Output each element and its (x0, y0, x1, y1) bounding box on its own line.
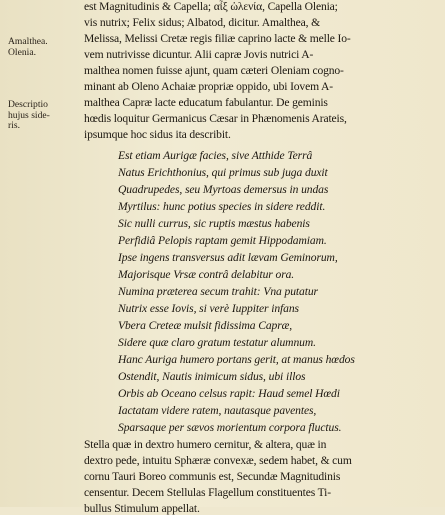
verse-line: Vbera Creteæ mulsit fidissima Capræ, (118, 319, 293, 332)
prose-line: vis nutrix; Felix sidus; Albatod, dicitur. Amalthea, & (84, 16, 321, 29)
verse-line: Perfidiâ Pelopis raptam gemit Hippodamiam. (118, 234, 327, 247)
margin-note-amalthea (8, 37, 80, 58)
prose-line: hœdis loquitur Germanicus Cæsar in Phænomenis Arateis, (84, 112, 347, 125)
verse-line: Ostendit, Nautis inimicum sidus, ubi illos (118, 370, 306, 383)
margin-note-line: ris. (8, 120, 20, 132)
verse-line: Numina præterea secum trahit: Vna putatur (118, 285, 318, 298)
verse-line: Est etiam Aurigæ facies, sive Atthide Terrâ (118, 149, 313, 162)
prose-line: ipsumque hoc sidus ita describit. (84, 128, 231, 141)
verse-line: Hanc Auriga humero portans gerit, at manus hœdos (118, 353, 355, 366)
prose-line: est Magnitudinis & Capella; αἶξ ὠλενία, Capella Olenia; (84, 0, 338, 13)
margin-note-line: Descriptio (8, 99, 48, 110)
verse-line: Quadrupedes, seu Myrtoas demersus in undas (118, 183, 329, 196)
margin-note-descriptio (8, 100, 80, 132)
verse-line: Sic nulli currus, sic ruptis mæstus habenis (118, 217, 310, 230)
margin-note-line: hujus side- (8, 109, 50, 121)
margin-note-line: Olenia. (8, 46, 36, 58)
margin-gutter (0, 0, 82, 507)
prose-line: Stella quæ in dextro humero cernitur, & altera, quæ in (84, 438, 327, 451)
verse-line: Natus Erichthonius, qui primus sub juga duxit (118, 166, 328, 179)
verse-line: Sparsaque per sævos morientum corpora fluctus. (118, 421, 342, 434)
verse-line: Majorisque Vrsæ contrâ delabitur ora. (118, 268, 295, 281)
verse-line: Ipse ingens transversus adit lævam Geminorum, (118, 251, 338, 264)
prose-line: malthea nomen fuisse ajunt, quam cæteri Oleniam cogno- (84, 64, 344, 77)
margin-note-line: Amalthea. (8, 36, 48, 47)
verse-line: Myrtilus: hunc potius species in sidere reddit. (118, 200, 326, 213)
prose-line: bullus Stimulum appellat. (84, 502, 200, 515)
verse-line: Nutrix esse Iovis, si verè Iuppiter infans (118, 302, 299, 315)
prose-line: dextro pede, intuitu Sphæræ convexæ, sedem habet, & cum (84, 454, 352, 467)
verse-line: Iactatam videre ratem, nautasque paventes, (118, 404, 317, 417)
prose-line: censentur. Decem Stellulas Flagellum constituentes Ti- (84, 486, 331, 499)
verse-line: Sidere quæ claro gratum testatur alumnum. (118, 336, 316, 349)
prose-line: cornu Tauri Boreo communis est, Secundæ Magnitudinis (84, 470, 341, 483)
prose-line: Melissa, Melissi Cretæ regis filiæ caprino lacte & melle Io- (84, 32, 351, 45)
prose-line: vem nutrivisse dicuntur. Alii capræ Jovis nutrici A- (84, 48, 314, 61)
prose-line: minant ab Oleno Achaiæ propriæ oppido, ubi Iovem A- (84, 80, 333, 93)
prose-line: malthea Capræ lacte educatum fabulantur. De geminis (84, 96, 328, 109)
verse-line: Orbis ab Oceano celsus rapit: Haud semel Hœdi (118, 387, 340, 400)
